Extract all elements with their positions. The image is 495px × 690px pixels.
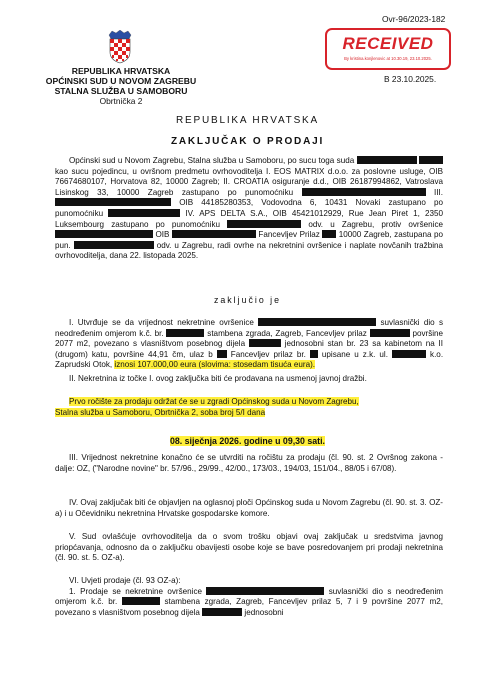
court-line-3: STALNA SLUŽBA U SAMOBORU <box>54 86 188 96</box>
intro-text-8: Fancevljev Prilaz <box>258 230 320 240</box>
p1-highlight: iznosi 107.000,00 eura (slovima: stosedam tisuća eura). <box>114 360 316 370</box>
redaction <box>108 209 180 217</box>
p1-text-f: Fancevljev prilaz br. <box>230 349 306 359</box>
p7-heading: VI. Uvjeti prodaje (čl. 93 OZ-a): <box>69 576 181 585</box>
p7-text-b: suvlasnički dio s neodređenim omjerom k.č. br. <box>55 586 444 607</box>
p7-text-a: 1. Prodaje se nekretnine ovršenice <box>69 586 203 596</box>
intro-text-2: kao sucu pojedincu, u ovršnom predmetu ovrhovoditelja I. EOS MATRIX d.o.o. za poslovne usluge, OIB 76674680107, Horvatova 82, 10000 Zagreb; II. CROATIA osiguranje d.d., OIB 26187994862, Vatroslava Lisinskog 33, 10000 Zagreb zastupano po punomoćniku <box>55 166 443 197</box>
intro-text-6: odv. u Zagrebu, protiv ovršenice <box>308 219 444 229</box>
intro-text-10: odv. u Zagrebu, radi ovrhe na nekretnini ovršenice i naplate novčanih tražbina ovrhovoditelja, dana 22. listopada 2025. <box>55 240 444 261</box>
court-header <box>35 66 207 106</box>
court-line-1: REPUBLIKA HRVATSKA <box>71 66 171 76</box>
paragraph-6: V. Sud ovlašćuje ovrhovoditelja da o svom trošku objavi ovaj zaključak u sredstvima javnog priopćavanja, odnosno da o zaključku obavijesti osobe koje se bave posredovanjem pri prodaji nekretnina (čl. 90. st. 5. OZ-a). <box>55 532 443 563</box>
intro-text-7: OIB <box>155 230 170 240</box>
coat-of-arms-icon <box>108 30 132 64</box>
redaction <box>322 230 336 238</box>
case-reference: Ovr-96/2023-182 <box>382 14 446 24</box>
p7-text-d: jednosobni <box>244 607 284 617</box>
redaction <box>172 230 256 238</box>
stamp-date: B 23.10.2025. <box>384 74 437 84</box>
paragraph-2: II. Nekretnina iz točke I. ovog zaključka biti će prodavana na usmenoj javnoj dražbi. <box>69 374 367 383</box>
redaction <box>55 198 171 206</box>
redaction <box>202 608 242 616</box>
redaction <box>392 350 426 358</box>
p1-text-a: I. Utvrđuje se da vrijednost nekretnine ovršenice <box>69 318 254 327</box>
redaction <box>206 587 324 595</box>
intro-text-1: Općinski sud u Novom Zagrebu, Stalna služba u Samoboru, po sucu toga suda <box>69 156 355 165</box>
p1-text-b: suvlasnički dio s neodređenim omjerom k.č. br. <box>55 318 443 338</box>
p1-text-d: površine 2077 m2, povezano s vlasništvom posebnog dijela <box>55 328 444 349</box>
hearing-date <box>0 431 495 449</box>
redaction <box>357 156 417 164</box>
intro-paragraph <box>55 156 443 262</box>
p1-text-g: upisane u z.k. ul. <box>321 349 388 359</box>
p1-text-e: jednosobni stan br. 23 sa kabinetom na II (drugom) katu, površine 44,91 čm, ulaz b <box>55 339 444 359</box>
p3-text-b: Stalna služba u Samoboru, Obrtnička 2, soba broj 5/I dana <box>55 407 266 417</box>
document-title-2: ZAKLJUČAK O PRODAJI <box>170 136 325 147</box>
redaction <box>74 241 154 249</box>
paragraph-1 <box>55 318 443 371</box>
ruling-heading: zaključio je <box>213 295 282 305</box>
stamp-title: RECEIVED <box>342 34 434 53</box>
redaction <box>55 230 153 238</box>
intro-text-5: IV. APS DELTA S.A., OIB 45421012929, Rue Jean Piret 1, 2350 Luksembourg zastupano po punomoćniku <box>55 208 444 229</box>
paragraph-4: III. Vrijednost nekretnine konačno će se utvrditi na ročištu za prodaju (čl. 90. st. 2 Ovršnog zakona - dalje: OZ, ("Narodne novine" br. 57/96., 29/99., 42/00., 173/03., 194/03, 151/04., 88/05 i 67/08). <box>55 453 443 473</box>
redaction <box>122 597 160 605</box>
redaction <box>302 188 426 196</box>
paragraph-3 <box>55 397 443 418</box>
redaction <box>249 339 281 347</box>
intro-text-3: III. <box>434 187 443 197</box>
redaction <box>227 220 301 228</box>
p7-text-c: stambena zgrada, Zagreb, Fancevljev prilaz 5, 7 i 9 površine 2077 m2, povezano s vlasništvom posebnog dijela <box>55 597 444 617</box>
p1-text-c: stambena zgrada, Zagreb, Fancevljev prilaz <box>207 328 367 338</box>
paragraph-7 <box>55 576 443 618</box>
court-line-2: OPĆINSKI SUD U NOVOM ZAGREBU <box>45 76 197 86</box>
hearing-date-text: 08. siječnja 2026. godine u 09,30 sati. <box>169 436 325 446</box>
redaction <box>310 350 318 358</box>
p1-text-h: k.o. Zaprudski Otok, <box>55 349 444 370</box>
redaction <box>166 329 204 337</box>
intro-text-9: 10000 Zagreb, zastupana po pun. <box>55 230 443 250</box>
redaction <box>370 329 410 337</box>
redaction <box>419 156 443 164</box>
paragraph-5: IV. Ovaj zaključak biti će objavljen na oglasnoj ploči Općinskog suda u Novom Zagrebu (čl. 90. st. 3. OZ-a) i u Očevidniku nekretnina Hrvatske gospodarske komore. <box>55 498 443 518</box>
received-stamp <box>325 28 451 70</box>
stamp-subtitle: By kristina.konjlenovic at 10.30.19, 23.10.2025. <box>344 56 432 61</box>
intro-text-4: OIB 44185280353, Vodovodna 6, 10431 Novaki zastupano po punomoćniku <box>55 198 444 218</box>
p3-text-a: Prvo ročište za prodaju održat će se u zgradi Općinskog suda u Novom Zagrebu, <box>69 397 359 406</box>
document-title-1: REPUBLIKA HRVATSKA <box>176 115 319 126</box>
redaction <box>217 350 227 358</box>
redaction <box>258 318 376 326</box>
court-line-4: Obrtnička 2 <box>99 96 143 106</box>
